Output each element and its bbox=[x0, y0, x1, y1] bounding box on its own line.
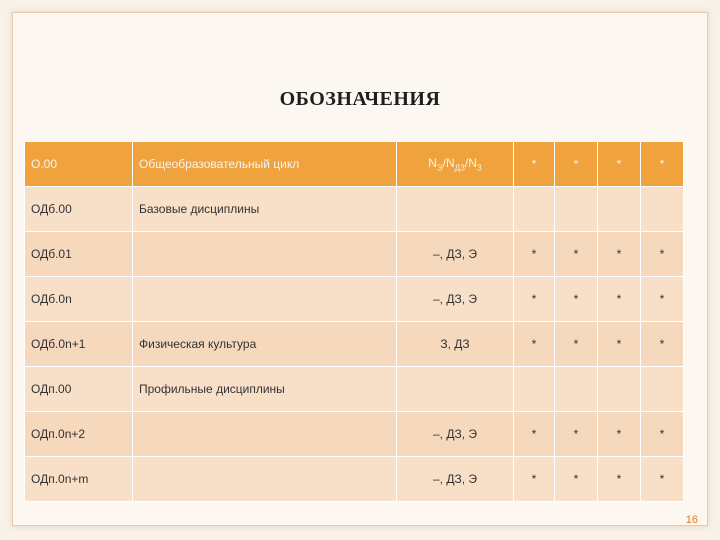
cell-c1: * bbox=[514, 457, 555, 502]
cell-forms bbox=[397, 367, 514, 412]
cell-c1: * bbox=[514, 142, 555, 187]
cell-c2: * bbox=[555, 412, 598, 457]
cell-c3: * bbox=[598, 457, 641, 502]
cell-c2: * bbox=[555, 457, 598, 502]
cell-forms: –, ДЗ, Э bbox=[397, 412, 514, 457]
cell-c4: * bbox=[641, 412, 684, 457]
cell-forms: –, ДЗ, Э bbox=[397, 277, 514, 322]
cell-code: ОДп.0n+2 bbox=[25, 412, 133, 457]
cell-name: Физическая культура bbox=[133, 322, 397, 367]
cell-name: Базовые дисциплины bbox=[133, 187, 397, 232]
cell-c2: * bbox=[555, 277, 598, 322]
page-number: 16 bbox=[685, 514, 698, 526]
table-row bbox=[25, 412, 684, 457]
cell-c3: * bbox=[598, 322, 641, 367]
cell-c3 bbox=[598, 187, 641, 232]
page-title: ОБОЗНАЧЕНИЯ bbox=[279, 88, 441, 110]
cell-name bbox=[133, 457, 397, 502]
cell-code: ОДб.01 bbox=[25, 232, 133, 277]
cell-name bbox=[133, 232, 397, 277]
table-row bbox=[25, 232, 684, 277]
cell-code: ОДп.00 bbox=[25, 367, 133, 412]
cell-name: Общеобразовательный цикл bbox=[133, 142, 397, 187]
cell-c4: * bbox=[641, 322, 684, 367]
cell-c1: * bbox=[514, 322, 555, 367]
cell-c4: * bbox=[641, 457, 684, 502]
cell-code: ОДб.00 bbox=[25, 187, 133, 232]
cell-forms: –, ДЗ, Э bbox=[397, 457, 514, 502]
cell-c3 bbox=[598, 367, 641, 412]
cell-c4: * bbox=[641, 232, 684, 277]
table-row bbox=[25, 457, 684, 502]
cell-c1: * bbox=[514, 277, 555, 322]
cell-code: ОДб.0n bbox=[25, 277, 133, 322]
cell-c3: * bbox=[598, 412, 641, 457]
cell-c4: * bbox=[641, 277, 684, 322]
cell-name bbox=[133, 277, 397, 322]
cell-forms bbox=[397, 187, 514, 232]
table-row bbox=[25, 187, 684, 232]
cell-c2 bbox=[555, 187, 598, 232]
cell-c4: * bbox=[641, 142, 684, 187]
cell-c1 bbox=[514, 367, 555, 412]
cell-c4 bbox=[641, 367, 684, 412]
cell-code: ОДп.0n+m bbox=[25, 457, 133, 502]
cell-c2: * bbox=[555, 232, 598, 277]
cell-c1: * bbox=[514, 232, 555, 277]
cell-name bbox=[133, 412, 397, 457]
cell-c3: * bbox=[598, 277, 641, 322]
table-row bbox=[25, 322, 684, 367]
cell-name: Профильные дисциплины bbox=[133, 367, 397, 412]
table-header-row bbox=[25, 142, 684, 187]
cell-c3: * bbox=[598, 142, 641, 187]
cell-c4 bbox=[641, 187, 684, 232]
designations-table bbox=[24, 141, 684, 502]
cell-c1 bbox=[514, 187, 555, 232]
table-row bbox=[25, 367, 684, 412]
cell-c3: * bbox=[598, 232, 641, 277]
cell-forms: З, ДЗ bbox=[397, 322, 514, 367]
cell-code: О.00 bbox=[25, 142, 133, 187]
cell-c2 bbox=[555, 367, 598, 412]
cell-c2: * bbox=[555, 142, 598, 187]
cell-forms: $N_Э/N_{ДЗ}/N_З$ bbox=[397, 142, 514, 187]
cell-c1: * bbox=[514, 412, 555, 457]
cell-code: ОДб.0n+1 bbox=[25, 322, 133, 367]
cell-c2: * bbox=[555, 322, 598, 367]
cell-forms: –, ДЗ, Э bbox=[397, 232, 514, 277]
table-row bbox=[25, 277, 684, 322]
